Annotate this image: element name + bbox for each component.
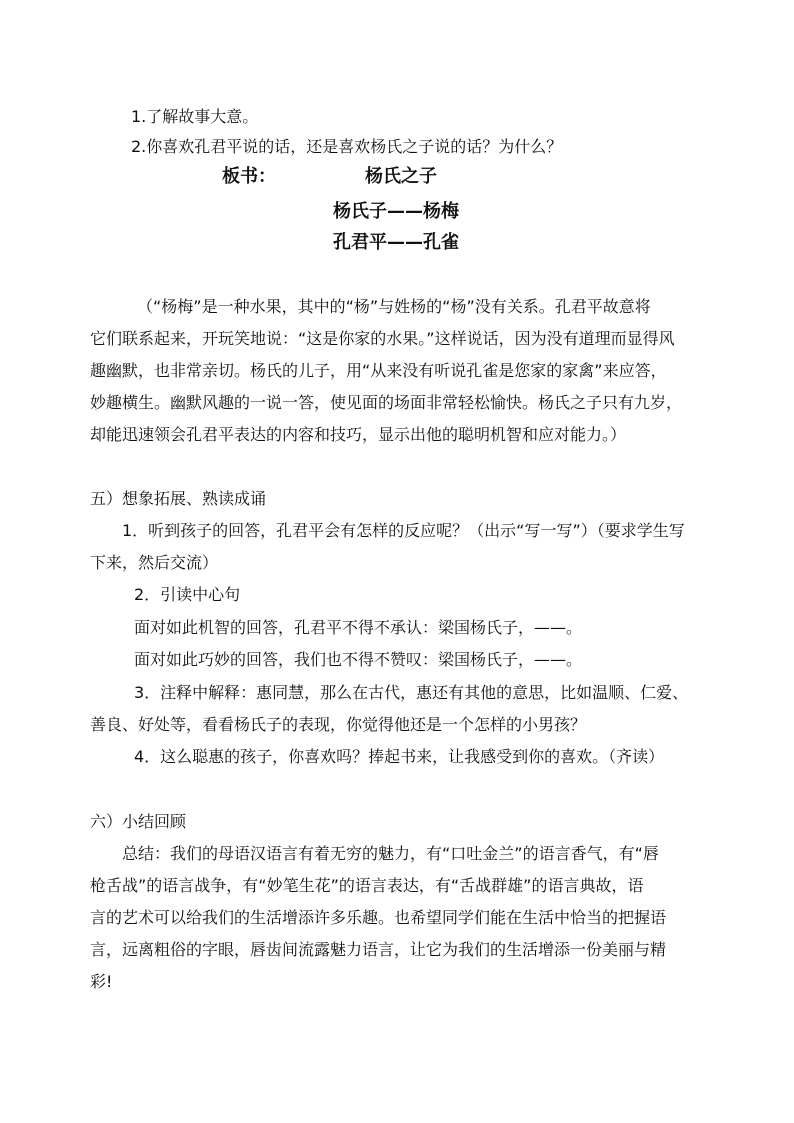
section-5-item: 面对如此机智的回答，孔君平不得不承认：梁国杨氏子，——。 [134,618,583,637]
board-pair-1: 杨氏子——杨梅 [333,201,459,222]
question-1: 1.了解故事大意。 [131,107,259,126]
question-2: 2.你喜欢孔君平说的话，还是喜欢杨氏之子说的话？为什么？ [131,137,563,156]
section-5-item: 下来，然后交流） [90,553,219,572]
explanation-line: 却能迅速领会孔君平表达的内容和技巧，显示出他的聪明机智和应对能力。） [90,425,627,444]
explanation-line: 趣幽默，也非常亲切。杨氏的儿子，用“从来没有听说孔雀是您家的家禽”来应答， [90,361,667,380]
summary-line: 彩! [90,972,113,991]
section-5-item: 面对如此巧妙的回答，我们也不得不赞叹：梁国杨氏子，——。 [134,650,583,669]
section-5-heading: 五）想象拓展、熟读成诵 [90,489,267,508]
section-5-item: 4．这么聪惠的孩子，你喜欢吗？捧起书来，让我感受到你的喜欢。（齐读） [134,747,665,766]
section-5-item: 3．注释中解释：惠同慧，那么在古代，惠还有其他的意思，比如温顺、仁爱、 [134,683,689,702]
section-5-item: 1．听到孩子的回答，孔君平会有怎样的反应呢？（出示“写一写”）（要求学生写 [122,521,685,540]
explanation-line: 它们联系起来，开玩笑地说：“这是你家的水果。”这样说话，因为没有道理而显得风 [90,329,675,348]
section-5-item: 善良、好处等，看看杨氏子的表现，你觉得他还是一个怎样的小男孩？ [90,715,587,734]
explanation-line: 妙趣横生。幽默风趣的一说一答，使见面的场面非常轻松愉快。杨氏之子只有九岁， [90,393,683,412]
board-label: 板书： [222,166,276,187]
board-pair-2: 孔君平——孔雀 [333,232,459,253]
summary-line: 言，远离粗俗的字眼，唇齿间流露魅力语言，让它为我们的生活增添一份美丽与精 [90,940,667,959]
summary-line: 枪舌战”的语言战争，有“妙笔生花”的语言表达，有“舌战群雄”的语言典故，语 [90,876,644,895]
explanation-line: （“杨梅”是一种水果，其中的“杨”与姓杨的“杨”没有关系。孔君平故意将 [137,297,651,316]
section-5-item: 2．引读中心句 [134,585,241,604]
section-6-heading: 六）小结回顾 [90,812,187,831]
board-title: 杨氏之子 [365,166,437,187]
summary-line: 言的艺术可以给我们的生活增添许多乐趣。也希望同学们能在生活中恰当的把握语 [90,908,667,927]
summary-line: 总结：我们的母语汉语言有着无穷的魅力，有“口吐金兰”的语言香气，有“唇 [122,844,659,863]
